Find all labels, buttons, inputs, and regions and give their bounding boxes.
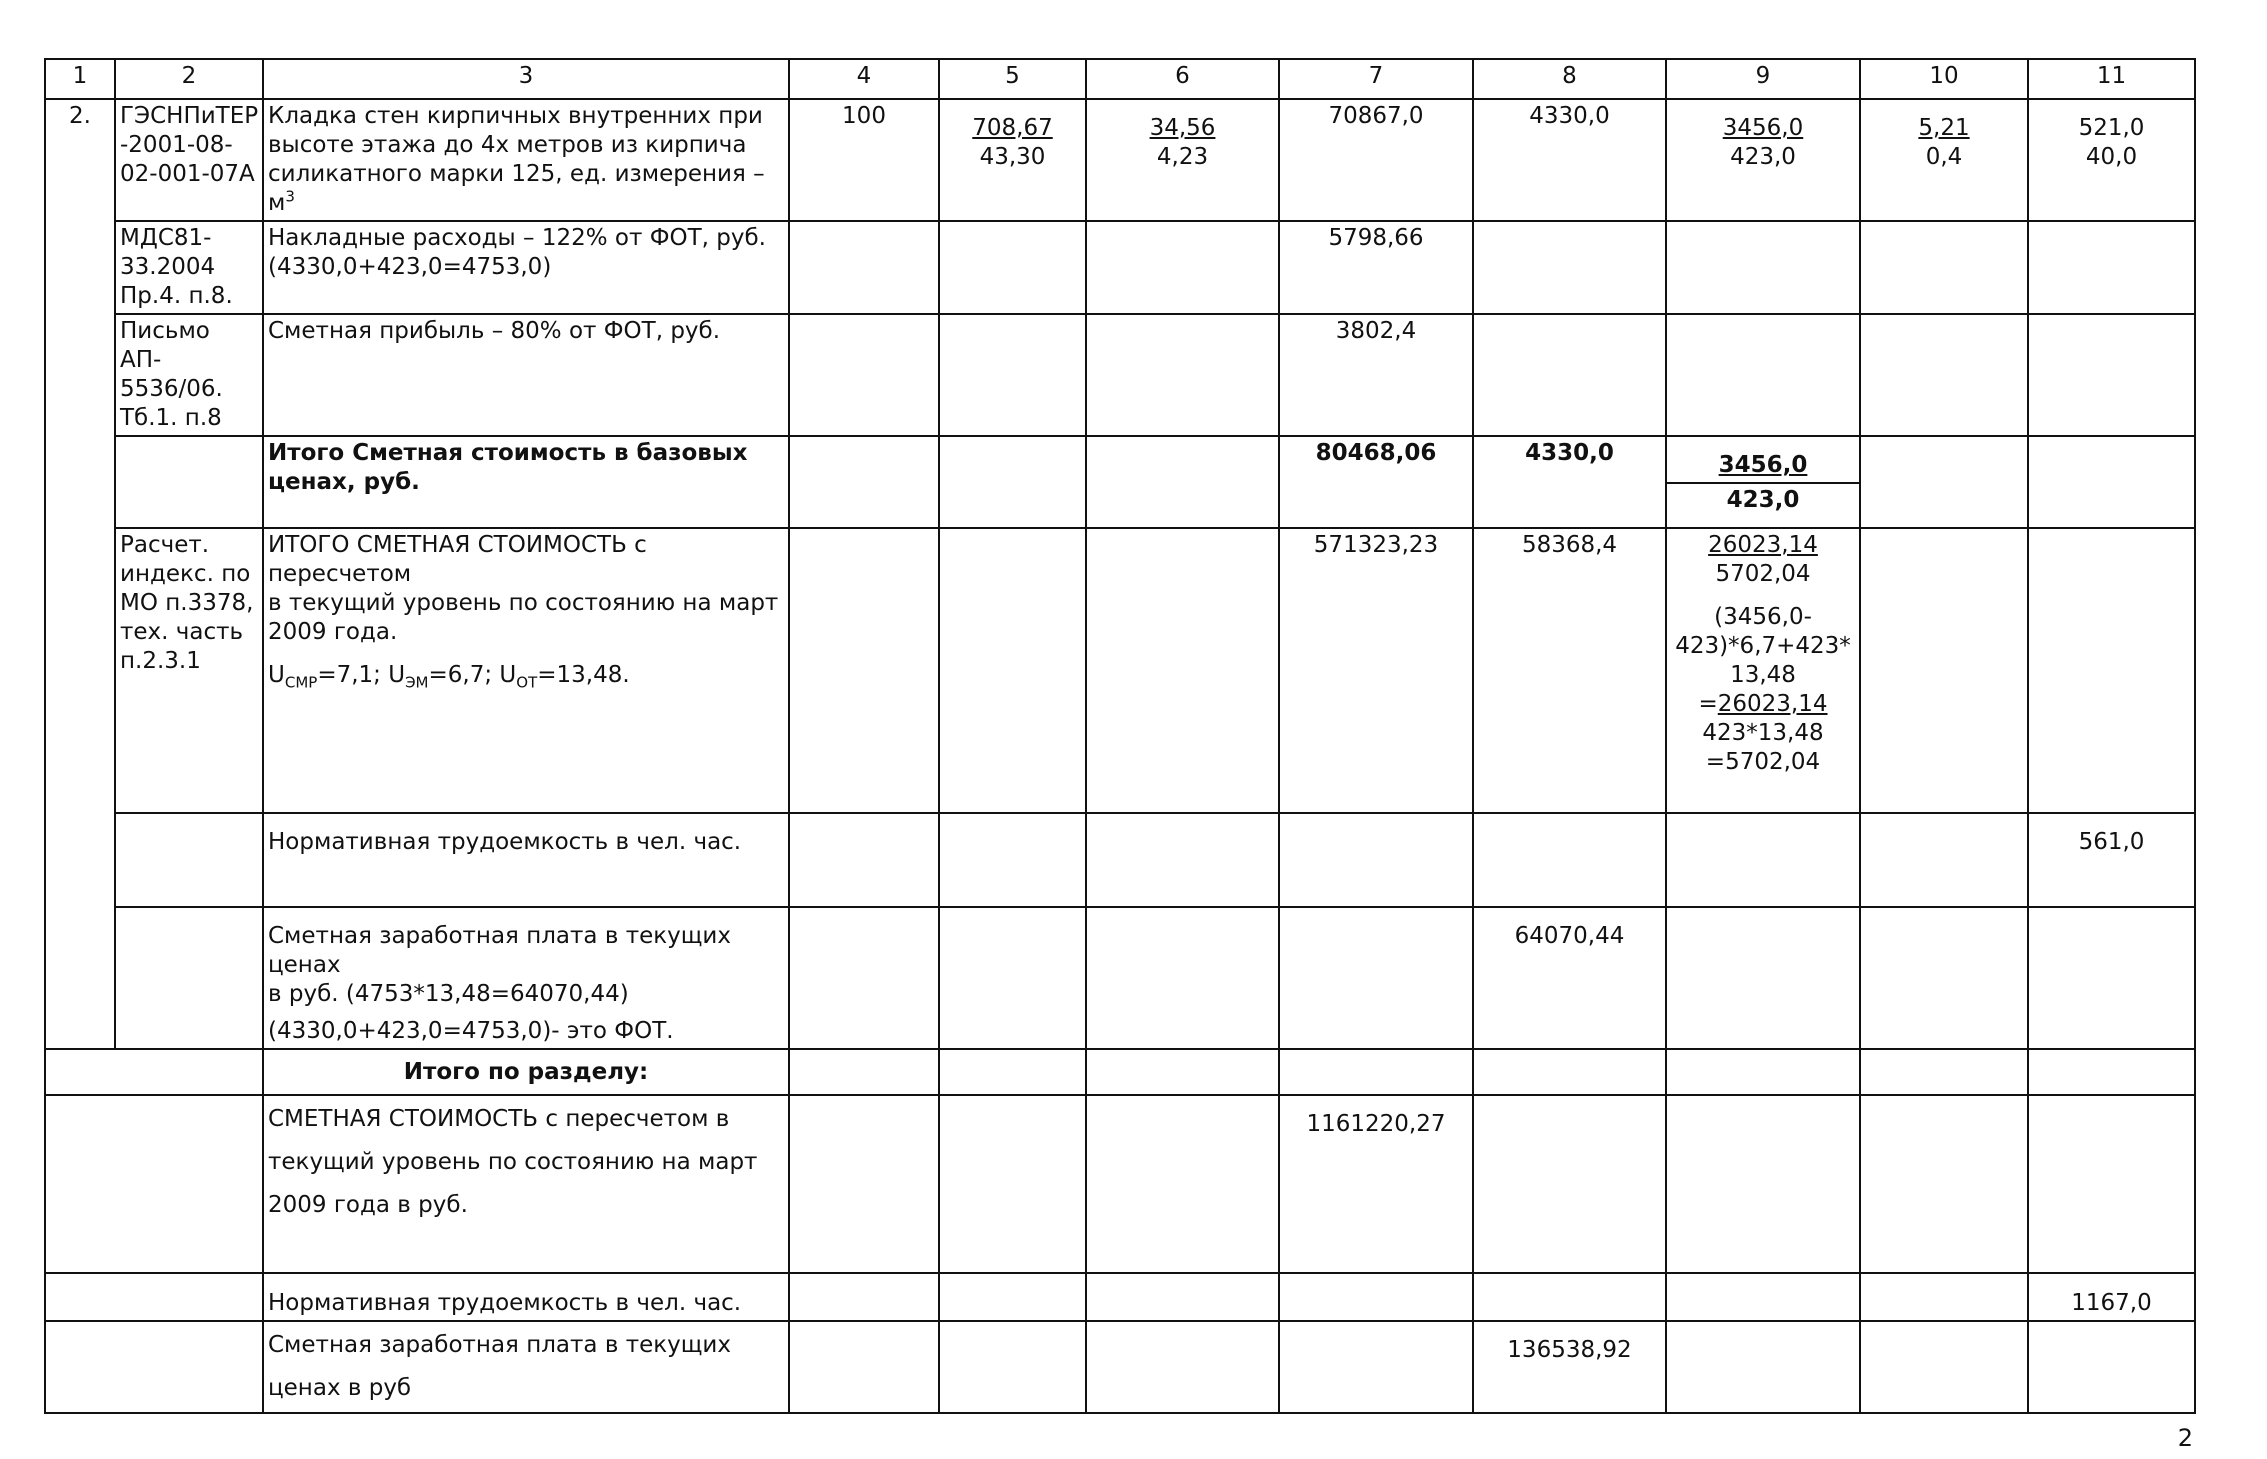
col-header-7: 7 xyxy=(1279,59,1473,99)
col-header-9: 9 xyxy=(1666,59,1860,99)
overhead-total: 5798,66 xyxy=(1279,221,1473,314)
col-header-1: 1 xyxy=(45,59,115,99)
index-code: Расчет. индекс. по МО п.3378, тех. часть п.2.3.1 xyxy=(115,528,263,813)
wages-cost: 4330,0 xyxy=(1473,99,1666,221)
section-cost-total: 1161220,27 xyxy=(1279,1095,1473,1273)
header-row xyxy=(45,59,2195,99)
section-labor-description: Нормативная трудоемкость в чел. час. xyxy=(263,1273,789,1321)
table-row-work-item xyxy=(45,99,2195,221)
col-header-6: 6 xyxy=(1086,59,1279,99)
section-labor-hours: 1167,0 xyxy=(2028,1273,2195,1321)
profit-total: 3802,4 xyxy=(1279,314,1473,436)
estimate-table xyxy=(44,58,2196,1414)
base-total-machines: 3456,0 423,0 xyxy=(1666,436,1860,528)
wages-description: Сметная заработная плата в текущих ценах в руб. (4753*13,48=64070,44) (4330,0+423,0=4753,0)- это ФОТ. xyxy=(263,907,789,1049)
item-number: 2. xyxy=(45,99,115,1049)
overhead-code: МДС81- 33.2004 Пр.4. п.8. xyxy=(115,221,263,314)
table-row-labor xyxy=(45,813,2195,907)
table-row-section-cost xyxy=(45,1095,2195,1273)
machines-cost: 3456,0 423,0 xyxy=(1666,99,1860,221)
current-wages: 58368,4 xyxy=(1473,528,1666,813)
table-row-overhead xyxy=(45,221,2195,314)
labor-description: Нормативная трудоемкость в чел. час. xyxy=(263,813,789,907)
labor-unit: 5,21 0,4 xyxy=(1860,99,2028,221)
table-row-current-prices xyxy=(45,528,2195,813)
item-description: Кладка стен кирпичных внутренних при высоте этажа до 4х метров из кирпича силикатного марки 125, ед. измерения – $м^3$ xyxy=(263,99,789,221)
unit-cost-machines: 34,56 4,23 xyxy=(1086,99,1279,221)
profit-code: Письмо АП- 5536/06. Тб.1. п.8 xyxy=(115,314,263,436)
labor-total: 521,0 40,0 xyxy=(2028,99,2195,221)
section-cost-description: СМЕТНАЯ СТОИМОСТЬ с пересчетом в текущий уровень по состоянию на март 2009 года в руб. xyxy=(263,1095,789,1273)
table-row-base-total xyxy=(45,436,2195,528)
col-header-5: 5 xyxy=(939,59,1086,99)
current-total-cost: 571323,23 xyxy=(1279,528,1473,813)
profit-description: Сметная прибыль – 80% от ФОТ, руб. xyxy=(263,314,789,436)
section-wages-total: 136538,92 xyxy=(1473,1321,1666,1413)
overhead-description: Накладные расходы – 122% от ФОТ, руб. (4330,0+423,0=4753,0) xyxy=(263,221,789,314)
price-indices: $U_{СМР}=7,1$; $U_{ЭМ}=6,7$; $U_{ОТ}=13,48$. xyxy=(268,662,630,692)
labor-hours: 561,0 xyxy=(2028,813,2195,907)
col-header-8: 8 xyxy=(1473,59,1666,99)
col-header-11: 11 xyxy=(2028,59,2195,99)
item-code: ГЭСНПиТЕР -2001-08- 02-001-07А xyxy=(115,99,263,221)
base-total-description: Итого Сметная стоимость в базовых ценах, руб. xyxy=(263,436,789,528)
current-prices-description: ИТОГО СМЕТНАЯ СТОИМОСТЬ с пересчетом в текущий уровень по состоянию на март 2009 года. $U_{СМР}=7,1$; $U_{ЭМ}=6,7$; $U_{ОТ}=13,48$. xyxy=(263,528,789,813)
col-header-2: 2 xyxy=(115,59,263,99)
table-row-section-labor xyxy=(45,1273,2195,1321)
unit-cost-total: 708,67 43,30 xyxy=(939,99,1086,221)
current-machines: 26023,14 5702,04 (3456,0- 423)*6,7+423* 13,48 =26023,14 423*13,48 =5702,04 xyxy=(1666,528,1860,813)
col-header-4: 4 xyxy=(789,59,939,99)
base-total-cost: 80468,06 xyxy=(1279,436,1473,528)
col-header-3: 3 xyxy=(263,59,789,99)
wages-current: 64070,44 xyxy=(1473,907,1666,1049)
col-header-10: 10 xyxy=(1860,59,2028,99)
item-quantity: 100 xyxy=(789,99,939,221)
table-row-wages xyxy=(45,907,2195,1049)
table-row-section-title xyxy=(45,1049,2195,1095)
section-wages-description: Сметная заработная плата в текущих ценах в руб xyxy=(263,1321,789,1413)
section-title: Итого по разделу: xyxy=(263,1049,789,1095)
table-row-section-wages xyxy=(45,1321,2195,1413)
base-total-wages: 4330,0 xyxy=(1473,436,1666,528)
total-cost: 70867,0 xyxy=(1279,99,1473,221)
page-number: 2 xyxy=(2177,1424,2193,1452)
table-row-profit xyxy=(45,314,2195,436)
